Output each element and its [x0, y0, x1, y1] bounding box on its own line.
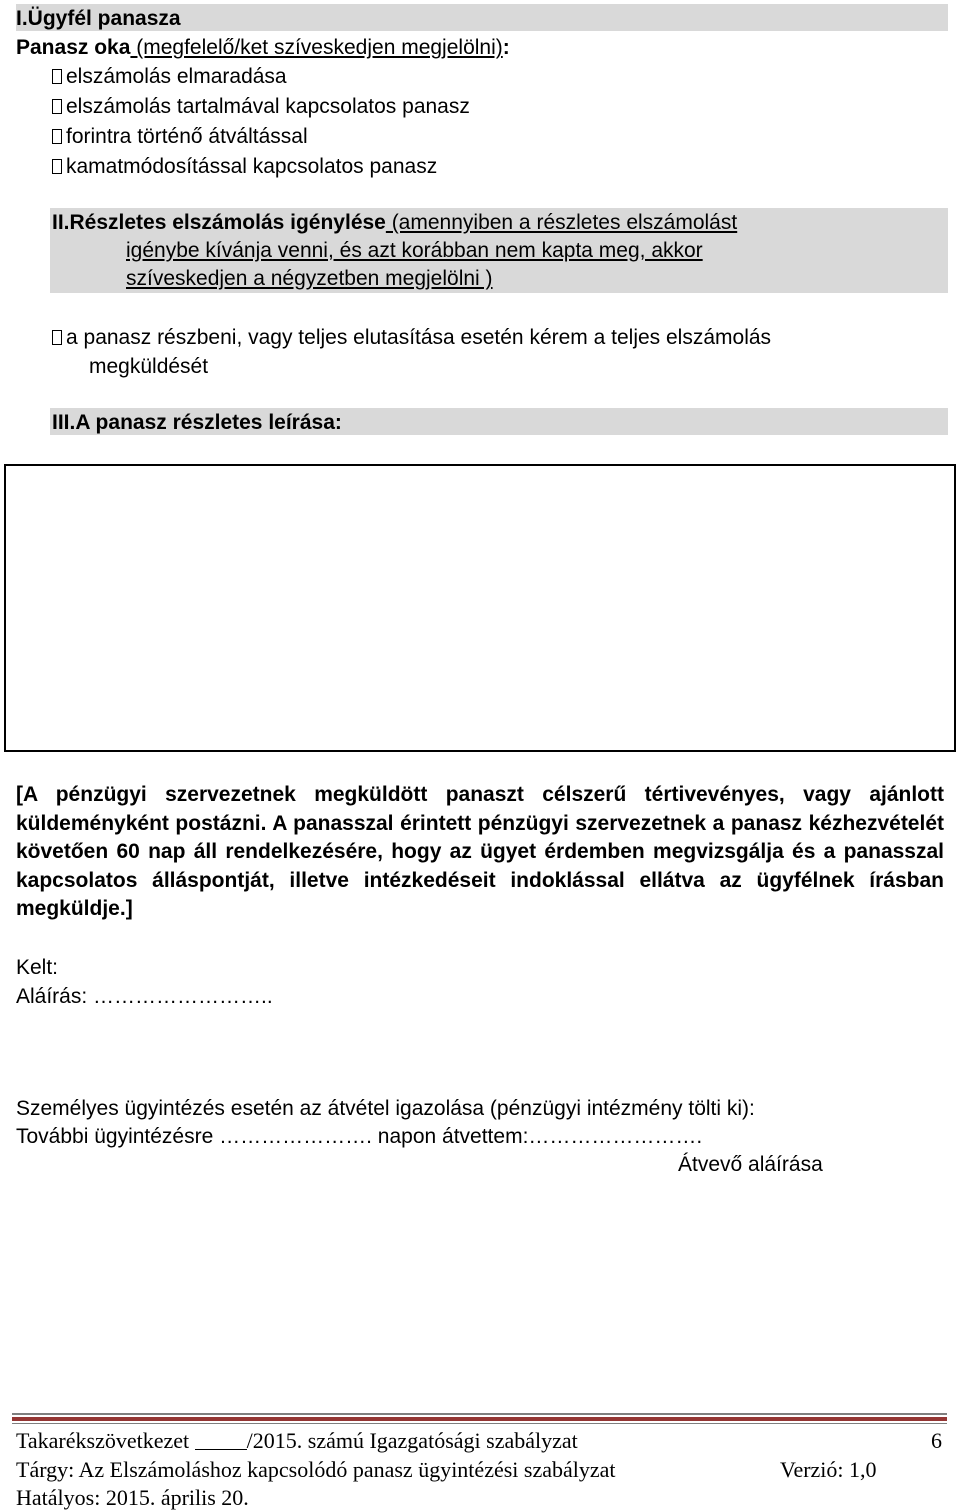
checkbox-icon[interactable]: [52, 159, 62, 174]
section2-heading: [52, 212, 737, 233]
footer-regulation: /2015. számú Igazgatósági szabályzat: [246, 1428, 578, 1453]
footer-org: Takarékszövetkezet: [16, 1428, 190, 1453]
complaint-description-field[interactable]: [4, 464, 956, 752]
signature-label: Aláírás:: [16, 985, 88, 1008]
option-label: elszámolás tartalmával kapcsolatos panasz: [66, 95, 470, 118]
footer-subject: Tárgy: Az Elszámoláshoz kapcsolódó panasz ügyintézési szabályzat: [16, 1457, 616, 1482]
checkbox-icon[interactable]: [52, 69, 62, 84]
option-label: elszámolás elmaradása: [66, 65, 287, 88]
section1-title: I.Ügyfél panasza: [16, 7, 181, 30]
footer-version: Verzió: 1,0: [780, 1457, 877, 1482]
further-handling-dots[interactable]: ………………….: [213, 1125, 372, 1148]
option-label: a panasz részbeni, vagy teljes elutasítása esetén kérem a teljes elszámolás: [66, 326, 772, 349]
option-forint-conversion[interactable]: [52, 126, 308, 147]
option-settlement-content[interactable]: [52, 96, 470, 117]
signature-line[interactable]: ……………………..: [87, 985, 273, 1008]
receiver-signature-line[interactable]: …………………….: [528, 1125, 703, 1148]
complaint-reason-colon: :: [502, 36, 510, 59]
option-settlement-missing[interactable]: [52, 66, 287, 87]
footer-page-number: 6: [931, 1428, 942, 1453]
further-handling-label: További ügyintézésre: [16, 1125, 214, 1148]
complaint-reason-hint: (megfelelő/ket szíveskedjen megjelölni): [130, 36, 503, 59]
option-interest-change[interactable]: [52, 156, 437, 177]
complaint-reason-label: Panasz oka: [16, 36, 131, 59]
section2-hint-line3: szíveskedjen a négyzetben megjelölni ): [126, 267, 493, 290]
option-label: kamatmódosítással kapcsolatos panasz: [66, 155, 438, 178]
section2-hint: (amennyiben a részletes elszámolást: [385, 211, 738, 234]
days-received-text: napon átvettem:: [371, 1125, 529, 1148]
mailing-notice: [A pénzügyi szervezetnek megküldött panaszt célszerű tértivevényes, vagy ajánlott küldeményként postázni. A panasszal érintett pénzügyi szervezetnek a panasz kézhezvételét követően 60 nap áll rendelkezésére, hogy az ügyet érdemben megvizsgálja és a panasszal kapcsolatos álláspontját, illetve intézkedéseit indoklással ellátva az ügyfélnek írásban megküldje.]: [16, 783, 944, 920]
checkbox-icon[interactable]: [52, 99, 62, 114]
personal-handling-line: Személyes ügyintézés esetén az átvétel igazolása (pénzügyi intézmény tölti ki):: [16, 1097, 755, 1120]
footer-rule-top: [12, 1413, 947, 1415]
option-label: forintra történő átváltással: [66, 125, 308, 148]
option-full-settlement-cont: megküldését: [89, 355, 209, 378]
checkbox-icon[interactable]: [52, 330, 62, 345]
complaint-reason-heading: [16, 37, 510, 58]
section2-title: Részletes elszámolás igénylése: [69, 211, 386, 234]
receiver-signature-label: Átvevő aláírása: [678, 1153, 823, 1176]
footer-effective: Hatályos: 2015. április 20.: [16, 1485, 249, 1510]
checkbox-icon[interactable]: [52, 129, 62, 144]
regulation-number-blank: [195, 1433, 247, 1450]
footer-line1: [16, 1430, 578, 1452]
footer-rule-accent: [12, 1417, 947, 1421]
signature-row: [16, 986, 273, 1007]
section3-title: III.A panasz részletes leírása:: [52, 411, 342, 434]
further-handling-row: [16, 1126, 702, 1147]
section2-hint-line2: igénybe kívánja venni, és azt korábban nem kapta meg, akkor: [126, 239, 703, 262]
option-full-settlement[interactable]: [52, 327, 771, 348]
footer-rule-bottom: [12, 1423, 947, 1424]
date-label: Kelt:: [16, 956, 59, 979]
section2-number: II.: [52, 211, 70, 234]
